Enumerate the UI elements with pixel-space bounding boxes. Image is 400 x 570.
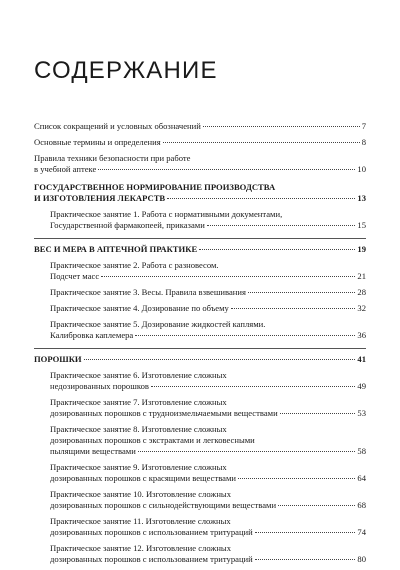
toc-entry-line: Практическое занятие 7. Изготовление сложных	[50, 397, 227, 407]
dot-leader	[199, 249, 355, 250]
toc-entry-title: дозированных порошков с использованием тритураций	[50, 554, 253, 564]
page-title: СОДЕРЖАНИЕ	[34, 57, 218, 84]
toc-entry-line: Практическое занятие 10. Изготовление сложных	[50, 489, 232, 499]
toc-entry-line: Практическое занятие 2. Работа с разновесом.	[50, 260, 219, 270]
page-number: 49	[357, 381, 366, 391]
toc-subentry[interactable]	[34, 462, 366, 484]
dot-leader	[151, 386, 355, 387]
toc-subentry[interactable]	[34, 209, 366, 231]
toc-subentry[interactable]	[34, 543, 366, 565]
page-number: 64	[357, 473, 366, 483]
dot-leader	[231, 308, 356, 309]
dot-leader	[98, 169, 355, 170]
dot-leader	[101, 276, 355, 277]
toc-entry-line: Практическое занятие 8. Изготовление сложных	[50, 424, 227, 434]
toc-entry-title: дозированных порошков с использованием тритураций	[50, 527, 253, 537]
toc-subentry[interactable]	[34, 424, 366, 457]
page-number: 36	[357, 330, 366, 340]
section-divider	[34, 348, 366, 349]
toc-entry-title: Список сокращений и условных обозначений	[34, 121, 201, 131]
page-number: 41	[357, 354, 366, 364]
toc-entry-title: дозированных порошков с сильнодействующими веществами	[50, 500, 277, 510]
toc-entry-title: Практическое занятие 3. Весы. Правила взвешивания	[50, 287, 246, 297]
dot-leader	[138, 451, 356, 452]
dot-leader	[280, 413, 356, 414]
toc-entry-line: Практическое занятие 1. Работа с нормативными документами,	[50, 209, 283, 219]
toc-entry-title: Государственной фармакопеей, приказами	[50, 220, 205, 230]
toc-entry-title: в учебной аптеке	[34, 164, 97, 174]
table-of-contents	[34, 121, 366, 565]
dot-leader	[278, 505, 355, 506]
dot-leader	[255, 559, 356, 560]
page-number: 58	[357, 446, 366, 456]
dot-leader	[248, 292, 355, 293]
toc-section-entry[interactable]	[34, 354, 366, 365]
toc-entry-title: ВЕС И МЕРА В АПТЕЧНОЙ ПРАКТИКЕ	[34, 244, 198, 254]
page-number: 74	[357, 527, 366, 537]
toc-subentry[interactable]	[34, 397, 366, 419]
toc-entry-title: ПОРОШКИ	[34, 354, 82, 364]
dot-leader	[163, 142, 360, 143]
toc-entry-title: дозированных порошков с трудноизмельчаемыми веществами	[50, 408, 278, 418]
page-number: 10	[357, 164, 366, 174]
page-number: 19	[357, 244, 366, 254]
toc-entry-title: Подсчет масс	[50, 271, 100, 281]
page-number: 53	[357, 408, 366, 418]
toc-entry-line: Практическое занятие 9. Изготовление сложных	[50, 462, 227, 472]
toc-entry-line: Практическое занятие 6. Изготовление сложных	[50, 370, 227, 380]
toc-entry-line: дозированных порошков с экстрактами и легковесными	[50, 435, 255, 445]
page-number: 13	[357, 193, 366, 203]
dot-leader	[203, 126, 360, 127]
toc-subentry[interactable]	[34, 489, 366, 511]
toc-entry-title: И ИЗГОТОВЛЕНИЯ ЛЕКАРСТВ	[34, 193, 166, 203]
toc-entry-title: Практическое занятие 4. Дозирование по объему	[50, 303, 229, 313]
toc-subentry[interactable]	[34, 370, 366, 392]
dot-leader	[255, 532, 356, 533]
toc-entry-title: Основные термины и определения	[34, 137, 161, 147]
toc-entry[interactable]	[34, 153, 366, 175]
page-number: 28	[357, 287, 366, 297]
page-number: 7	[361, 121, 366, 131]
toc-subentry[interactable]	[34, 260, 366, 282]
dot-leader	[238, 478, 355, 479]
toc-entry-title: недозированных порошков	[50, 381, 149, 391]
toc-entry-line: Правила техники безопасности при работе	[34, 153, 191, 163]
dot-leader	[167, 198, 355, 199]
page-number: 68	[357, 500, 366, 510]
toc-entry-title: Калибровка каплемера	[50, 330, 134, 340]
page-number: 8	[361, 137, 366, 147]
page-number: 32	[357, 303, 366, 313]
dot-leader	[207, 225, 356, 226]
page-number: 15	[357, 220, 366, 230]
page-number: 80	[357, 554, 366, 564]
toc-section-entry[interactable]	[34, 244, 366, 255]
toc-entry-line: Практическое занятие 5. Дозирование жидкостей каплями.	[50, 319, 266, 329]
toc-entry[interactable]	[34, 121, 366, 132]
toc-entry-title: пылящими веществами	[50, 446, 136, 456]
toc-section-entry[interactable]	[34, 182, 366, 204]
toc-entry-line: ГОСУДАРСТВЕННОЕ НОРМИРОВАНИЕ ПРОИЗВОДСТВА	[34, 182, 276, 192]
toc-entry-line: Практическое занятие 12. Изготовление сложных	[50, 543, 232, 553]
page-number: 21	[357, 271, 366, 281]
toc-subentry[interactable]	[34, 303, 366, 314]
toc-entry-line: Практическое занятие 11. Изготовление сложных	[50, 516, 231, 526]
section-divider	[34, 238, 366, 239]
dot-leader	[135, 335, 355, 336]
toc-subentry[interactable]	[34, 287, 366, 298]
toc-subentry[interactable]	[34, 516, 366, 538]
toc-entry-title: дозированных порошков с красящими веществами	[50, 473, 237, 483]
dot-leader	[84, 359, 356, 360]
toc-entry[interactable]	[34, 137, 366, 148]
toc-subentry[interactable]	[34, 319, 366, 341]
